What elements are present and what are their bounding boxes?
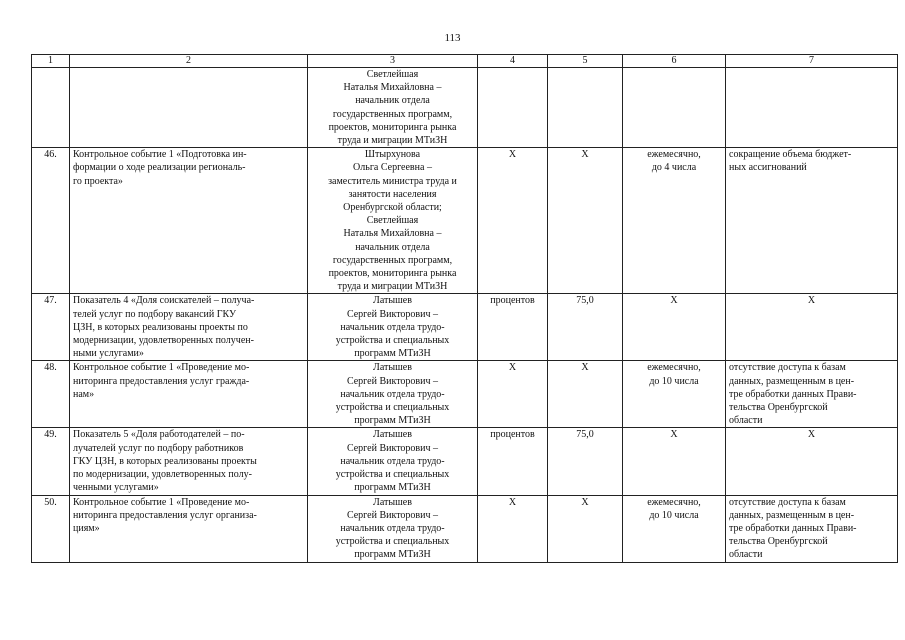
target-value-cell xyxy=(548,361,623,428)
period-line: ежемесячно, xyxy=(647,496,701,508)
target-value-cell xyxy=(548,428,623,495)
target-value: 75,0 xyxy=(576,295,594,307)
risk-line: отсутствие доступа к базам xyxy=(729,496,846,508)
event-name-line: ными услугами» xyxy=(73,348,144,360)
responsible-line: заместитель министра труда и xyxy=(328,175,457,187)
unit-cell xyxy=(478,294,548,361)
risk-cell xyxy=(726,68,898,148)
period-cell xyxy=(623,148,726,294)
event-name-line: телей услуг по подбору вакансий ГКУ xyxy=(73,308,237,320)
event-name-line: Контрольное событие 1 «Проведение мо- xyxy=(73,496,250,508)
table-row xyxy=(32,361,898,428)
unit-value: процентов xyxy=(490,295,535,307)
responsible-line: начальник отдела трудо- xyxy=(340,388,445,400)
target-value: Х xyxy=(581,496,589,508)
column-header: 5 xyxy=(548,55,623,68)
target-value: Х xyxy=(581,362,589,374)
responsible-line: Латышев xyxy=(373,429,412,441)
unit-cell xyxy=(478,68,548,148)
responsible-line: государственных программ, xyxy=(332,108,453,120)
responsible-line: занятости населения xyxy=(348,188,437,200)
responsible-line: начальник отдела xyxy=(355,241,430,253)
risk-line: области xyxy=(729,549,763,561)
responsible-line: Сергей Викторович – xyxy=(346,308,439,320)
target-value: 75,0 xyxy=(576,429,594,441)
risk-line: Х xyxy=(807,295,816,307)
event-name-line: нам» xyxy=(73,388,95,400)
period-line: Х xyxy=(670,295,678,307)
period-line: до 10 числа xyxy=(649,375,699,387)
event-name-line: формации о ходе реализации региональ- xyxy=(73,162,246,174)
event-name-line: по модернизации, удовлетворенных полу- xyxy=(73,469,252,481)
row-number-cell xyxy=(32,495,70,562)
responsible-line: Сергей Викторович – xyxy=(346,375,439,387)
unit-cell xyxy=(478,428,548,495)
unit-cell xyxy=(478,495,548,562)
column-header: 1 xyxy=(32,55,70,68)
unit-value: Х xyxy=(508,362,517,374)
responsible-line: начальник отдела трудо- xyxy=(340,455,445,467)
risk-line: данных, размещенным в цен- xyxy=(729,375,855,387)
unit-cell xyxy=(478,361,548,428)
responsible-line: Латышев xyxy=(373,496,412,508)
period-line: ежемесячно, xyxy=(647,362,701,374)
row-number-cell xyxy=(32,68,70,148)
responsible-line: устройства и специальных xyxy=(335,402,450,414)
event-name-line: Контрольное событие 1 «Подготовка ин- xyxy=(73,149,247,161)
responsible-line: Светлейшая xyxy=(366,69,419,80)
responsible-cell xyxy=(308,68,478,148)
risk-line: тельства Оренбургской xyxy=(729,402,828,414)
table-body xyxy=(32,68,898,563)
responsible-line: Светлейшая xyxy=(366,215,419,227)
page-number: 113 xyxy=(444,32,461,44)
event-name-line: Показатель 4 «Доля соискателей – получа- xyxy=(73,295,255,307)
responsible-line: труда и миграции МТиЗН xyxy=(337,135,448,147)
event-name-line: лучателей услуг по подбору работников xyxy=(73,442,244,454)
event-name-cell xyxy=(70,495,308,562)
responsible-cell xyxy=(308,148,478,294)
period-cell xyxy=(623,495,726,562)
responsible-line: Оренбургской области; xyxy=(343,202,442,214)
risk-line: области xyxy=(729,415,763,427)
column-header: 7 xyxy=(726,55,898,68)
table-row xyxy=(32,148,898,294)
unit-value: процентов xyxy=(490,429,535,441)
row-number: 48. xyxy=(44,362,57,374)
target-value: Х xyxy=(581,149,589,161)
responsible-cell xyxy=(308,361,478,428)
period-cell xyxy=(623,361,726,428)
risk-line: сокращение объема бюджет- xyxy=(729,149,852,161)
responsible-line: труда и миграции МТиЗН xyxy=(337,281,448,293)
responsible-line: устройства и специальных xyxy=(335,335,450,347)
row-number-cell xyxy=(32,148,70,294)
responsible-line: начальник отдела трудо- xyxy=(340,321,445,333)
responsible-line: Сергей Викторович – xyxy=(346,509,439,521)
risk-cell xyxy=(726,495,898,562)
risk-cell xyxy=(726,428,898,495)
event-name-line: ЦЗН, в которых реализованы проекты по xyxy=(73,321,248,333)
responsible-line: программ МТиЗН xyxy=(354,415,431,427)
period-cell xyxy=(623,294,726,361)
event-name-line: ниторинга предоставления услуг гражда- xyxy=(73,375,250,387)
row-number: 50. xyxy=(44,496,57,508)
risk-cell xyxy=(726,361,898,428)
column-number-row xyxy=(32,55,898,68)
row-number: 49. xyxy=(44,429,57,441)
event-name-line: Показатель 5 «Доля работодателей – по- xyxy=(73,429,245,441)
responsible-line: Латышев xyxy=(373,295,412,307)
event-name-line: ченными услугами» xyxy=(73,482,159,494)
event-name-cell xyxy=(70,361,308,428)
unit-value: Х xyxy=(508,496,517,508)
event-name-line: циям» xyxy=(73,522,100,534)
responsible-line: устройства и специальных xyxy=(335,469,450,481)
event-name-line: ГКУ ЦЗН, в которых реализованы проекты xyxy=(73,455,257,467)
column-header: 2 xyxy=(70,55,308,68)
event-name-cell xyxy=(70,428,308,495)
risk-line: отсутствие доступа к базам xyxy=(729,362,846,374)
responsible-line: Латышев xyxy=(373,362,412,374)
responsible-line: Наталья Михайловна – xyxy=(343,228,442,240)
responsible-line: программ МТиЗН xyxy=(354,549,431,561)
table-row xyxy=(32,428,898,495)
risk-line: тре обработки данных Прави- xyxy=(729,522,857,534)
table-row xyxy=(32,68,898,148)
column-header: 4 xyxy=(478,55,548,68)
responsible-line: проектов, мониторинга рынка xyxy=(328,268,457,280)
table-row xyxy=(32,495,898,562)
period-cell xyxy=(623,428,726,495)
period-cell xyxy=(623,68,726,148)
period-line: Х xyxy=(670,429,678,441)
event-name-cell xyxy=(70,294,308,361)
target-value-cell xyxy=(548,148,623,294)
period-line: до 10 числа xyxy=(649,509,699,521)
risk-line: данных, размещенным в цен- xyxy=(729,509,855,521)
risk-line: тре обработки данных Прави- xyxy=(729,388,857,400)
table-row xyxy=(32,294,898,361)
risk-cell xyxy=(726,148,898,294)
event-name-cell xyxy=(70,68,308,148)
plan-table xyxy=(31,54,898,563)
period-line: ежемесячно, xyxy=(647,149,701,161)
event-name-line: го проекта» xyxy=(73,175,123,187)
responsible-line: начальник отдела трудо- xyxy=(340,522,445,534)
event-name-line: модернизации, удовлетворенных получен- xyxy=(73,335,254,347)
responsible-line: Ольга Сергеевна – xyxy=(353,162,432,174)
target-value-cell xyxy=(548,294,623,361)
row-number: 46. xyxy=(44,149,57,161)
risk-line: ных ассигнований xyxy=(729,162,807,174)
row-number-cell xyxy=(32,428,70,495)
period-line: до 4 числа xyxy=(651,162,697,174)
event-name-line: ниторинга предоставления услуг организа- xyxy=(73,509,257,521)
risk-cell xyxy=(726,294,898,361)
column-header: 3 xyxy=(308,55,478,68)
responsible-cell xyxy=(308,428,478,495)
unit-value: Х xyxy=(508,149,517,161)
responsible-line: государственных программ, xyxy=(332,254,453,266)
target-value-cell xyxy=(548,68,623,148)
event-name-line: Контрольное событие 1 «Проведение мо- xyxy=(73,362,250,374)
responsible-line: начальник отдела xyxy=(355,95,430,107)
responsible-cell xyxy=(308,495,478,562)
responsible-line: Сергей Викторович – xyxy=(346,442,439,454)
risk-line: Х xyxy=(807,429,816,441)
column-header: 6 xyxy=(623,55,726,68)
row-number-cell xyxy=(32,361,70,428)
risk-line: тельства Оренбургской xyxy=(729,536,828,548)
responsible-line: проектов, мониторинга рынка xyxy=(328,121,457,133)
responsible-line: Наталья Михайловна – xyxy=(343,82,442,94)
responsible-cell xyxy=(308,294,478,361)
target-value-cell xyxy=(548,495,623,562)
responsible-line: программ МТиЗН xyxy=(354,482,431,494)
responsible-line: Штырхунова xyxy=(364,149,421,161)
responsible-line: устройства и специальных xyxy=(335,536,450,548)
responsible-line: программ МТиЗН xyxy=(354,348,431,360)
row-number-cell xyxy=(32,294,70,361)
row-number: 47. xyxy=(44,295,57,307)
event-name-cell xyxy=(70,148,308,294)
unit-cell xyxy=(478,148,548,294)
